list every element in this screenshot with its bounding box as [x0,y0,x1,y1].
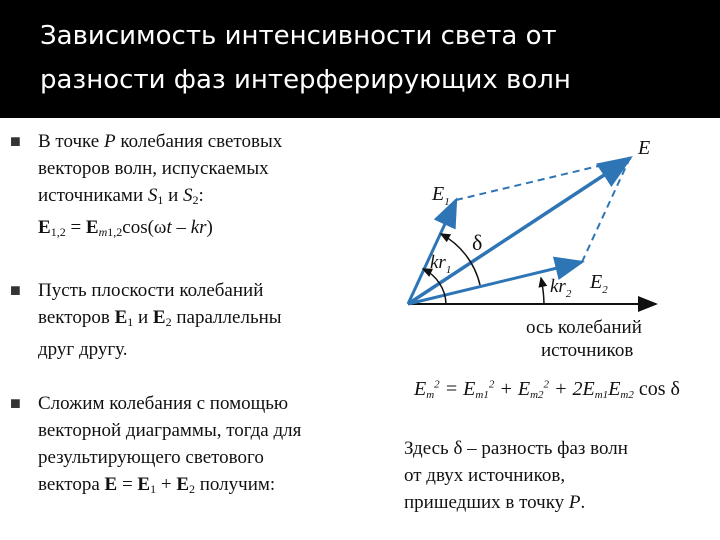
bullet-2-line-2: векторов $E_1$ и $E_2$ параллельны [38,307,282,329]
axis-label-line-1: ось колебаний [526,317,642,338]
title-line-1: Зависимость интенсивности света от [40,21,557,51]
bullet-2-line-3: друг другу. [38,339,128,360]
bullet-text-2 [38,277,383,363]
label-delta: δ [472,230,483,255]
bullet-1-line-3: источниками $S_1$ и $S_2$: [38,185,204,207]
note-line-3: пришедших в точку P. [404,492,586,513]
intensity-formula: $E_m^2 = E_{m1}^2 + E_{m2}^2 + 2E_{m1}E_{m2}$ cos δ [414,378,680,401]
dashed-side-e2 [456,159,628,200]
bullet-1-line-2: векторов волн, испускаемых [38,158,269,179]
bullet-2-line-1: Пусть плоскости колебаний [38,280,264,301]
slide-title [40,14,700,102]
bullet-text-1 [38,128,383,246]
bullet-1-line-1: В точке P колебания световых [38,131,283,152]
bullet-marker: ■ [10,131,21,151]
label-kr1: $kr_1$ [430,252,452,276]
bullet-3-line-4: вектора $E = E_1 + E_2$ получим: [38,474,276,496]
label-kr2: $kr_2$ [550,276,572,300]
arc-kr2 [541,278,544,304]
bullet-marker: ■ [10,393,21,413]
phase-note [404,435,704,516]
title-line-2: разности фаз интерферирующих волн [40,65,571,95]
bullet-3-line-1: Сложим колебания с помощью [38,393,289,414]
label-e: E [638,137,651,159]
bullet-3-line-2: векторной диаграммы, тогда для [38,420,302,441]
label-e1: $E_1$ [432,183,450,208]
label-e2: $E_2$ [590,271,608,296]
note-line-1: Здесь δ – разность фаз волн [404,438,628,459]
note-line-2: от двух источников, [404,465,566,486]
axis-label-line-2: источников [541,340,634,361]
title-bar [0,0,720,118]
bullet-1-line-4: $E_{1,2} = E_{m1,2}\cos(\omega t - kr)$ [38,217,213,239]
bullet-text-3 [38,390,383,503]
vector-diagram [398,128,708,368]
bullet-marker: ■ [10,280,21,300]
bullet-3-line-3: результирующего светового [38,447,264,468]
